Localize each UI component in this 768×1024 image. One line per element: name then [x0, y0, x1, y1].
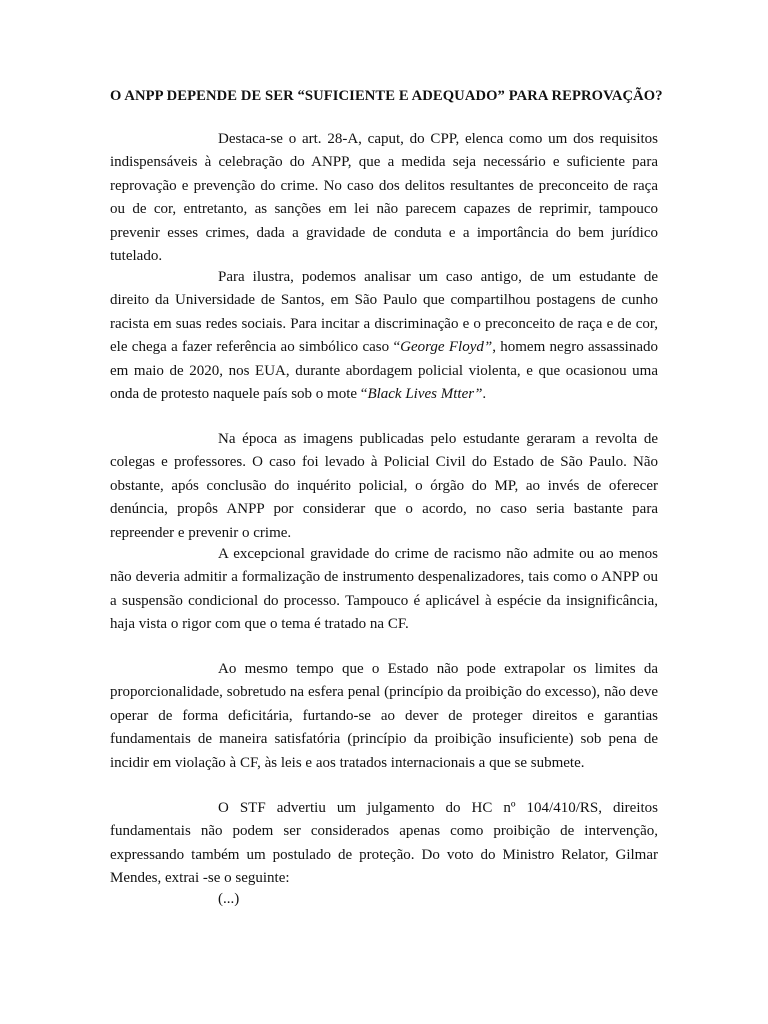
italic-george-floyd: George Floyd”	[400, 339, 493, 356]
italic-black-lives-matter: Black Lives Mtter”	[367, 386, 483, 403]
paragraph-requisitos-anpp: Destaca-se o art. 28-A, caput, do CPP, elenca como um dos requisitos indispensáveis à celebração do ANPP, que a medida seja necessário e suficiente para reprovação e prevenção do crime. No caso dos delitos resultantes de preconceito de raça ou de cor, entretanto, as sanções em lei não parecem capazes de reprimir, tampouco prevenir esses crimes, dada a gravidade de conduta e a importância do bem jurídico tutelado.	[110, 131, 658, 265]
paragraph-ellipsis: (...)	[218, 891, 240, 907]
paragraph-proporcionalidade: Ao mesmo tempo que o Estado não pode extrapolar os limites da proporcionalidade, sobretudo na esfera penal (princípio da proibição do excesso), não deve operar de forma deficitária, furtando-se ao dever de proteger direitos e garantias fundamentais de maneira satisfatória (princípio da proibição insuficiente) sob pena de incidir em violação à CF, às leis e aos tratados internacionais a que se submete.	[110, 661, 658, 771]
paragraph-caso-estudante	[110, 266, 658, 406]
paragraph-text-segment: Para ilustra, podemos analisar um caso antigo, de um estudante de direito da Universidade de Santos, em São Paulo que compartilhou postagens de cunho racista em suas redes sociais. Para incitar a discriminação e o preconceito de raça e de cor, ele chega a fazer referência ao simbólico caso “	[110, 269, 658, 356]
paragraph-stf-hc: O STF advertiu um julgamento do HC nº 104/410/RS, direitos fundamentais não podem ser considerados apenas como proibição de intervenção, expressando também um postulado de proteção. Do voto do Ministro Relator, Gilmar Mendes, extrai -se o seguinte:	[110, 800, 658, 887]
paragraph-revolta-colegas: Na época as imagens publicadas pelo estudante geraram a revolta de colegas e professores. O caso foi levado à Policial Civil do Estado de São Paulo. Não obstante, após conclusão do inquérito policial, o órgão do MP, ao invés de oferecer denúncia, propôs ANPP por considerar que o acordo, no caso seria bastante para repreender e prevenir o crime.	[110, 431, 658, 541]
paragraph-text-segment: .	[482, 386, 487, 403]
paragraph-gravidade-racismo: A excepcional gravidade do crime de racismo não admite ou ao menos não deveria admitir a formalização de instrumento despenalizadores, tais como o ANPP ou a suspensão condicional do processo. Tampouco é aplicável à espécie da insignificância, haja vista o rigor com que o tema é tratado na CF.	[110, 546, 658, 633]
paragraph-text-segment: , homem negro assassinado em maio de 2020, nos EUA, durante abordagem policial violenta, e que ocasionou uma onda de protesto naquele país sob o mote “	[110, 339, 659, 403]
document-title: O ANPP DEPENDE DE SER “SUFICIENTE E ADEQUADO” PARA REPROVAÇÃO?	[110, 88, 663, 104]
